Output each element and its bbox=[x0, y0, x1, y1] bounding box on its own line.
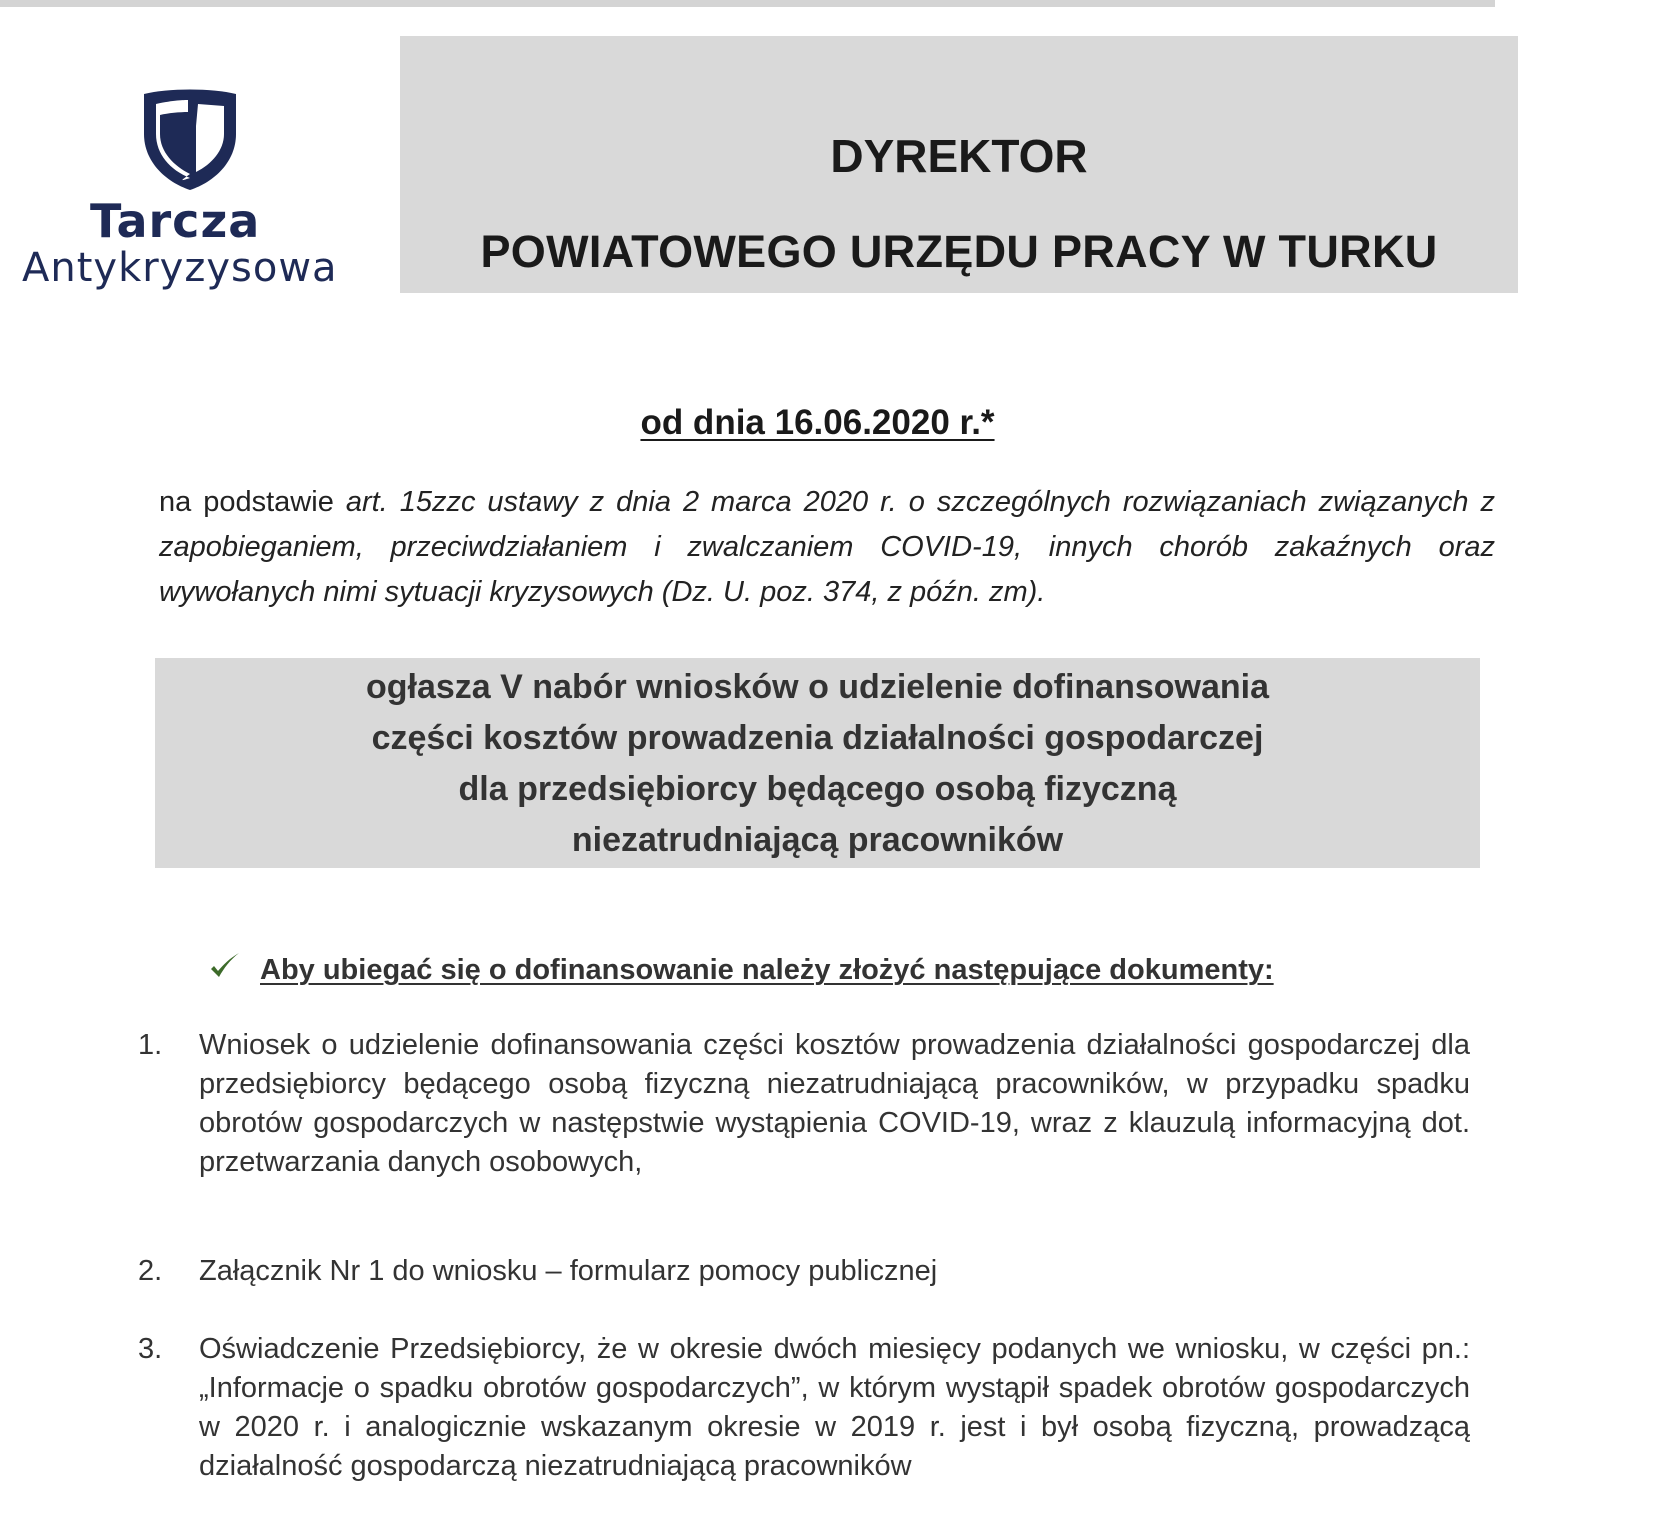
list-item-number: 1. bbox=[138, 1029, 163, 1061]
documents-heading bbox=[208, 950, 1508, 994]
header-box bbox=[400, 36, 1518, 293]
announcement-line: części kosztów prowadzenia działalności gospodarczej bbox=[371, 719, 1264, 757]
announcement-line: niezatrudniającą pracowników bbox=[571, 821, 1064, 859]
effective-date bbox=[0, 405, 1635, 440]
list-item-text: Załącznik Nr 1 do wniosku – formularz pomocy publicznej bbox=[199, 1255, 938, 1287]
legal-basis bbox=[159, 480, 1495, 615]
list-item-number: 3. bbox=[138, 1333, 163, 1365]
announcement-line: dla przedsiębiorcy będącego osobą fizyczną bbox=[458, 770, 1177, 808]
header-title: DYREKTOR bbox=[830, 130, 1088, 182]
announcement-box bbox=[155, 658, 1480, 868]
list-item-number: 2. bbox=[138, 1255, 163, 1287]
list-item-text: Wniosek o udzielenie dofinansowania części kosztów prowadzenia działalności gospodarczej dla przedsiębiorcy będącego osobą fizyczną niezatrudniającą pracowników, w przypadku spadku obrotów gospodarczych w następstwie wystąpienia COVID-19, wraz z klauzulą informacyjną dot. przetwarzania danych osobowych, bbox=[199, 1029, 1470, 1178]
top-divider bbox=[0, 0, 1495, 7]
legal-basis-lead: na podstawie bbox=[159, 486, 334, 518]
shield-icon bbox=[138, 86, 242, 192]
logo bbox=[22, 86, 367, 301]
logo-text-antykryzysowa: Antykryzysowa bbox=[22, 245, 338, 291]
header-subtitle: POWIATOWEGO URZĘDU PRACY W TURKU bbox=[480, 226, 1438, 277]
check-icon bbox=[208, 950, 242, 984]
list-item-text: Oświadczenie Przedsiębiorcy, że w okresie dwóch miesięcy podanych we wniosku, w części pn.: „Informacje o spadku obrotów gospodarczych”, w którym wystąpił spadek obrotów gospodarczych w 2020 r. i analogicznie wskazanym okresie w 2019 r. jest i był osobą fizyczną, prowadzącą działalność gospodarczą niezatrudniającą pracowników bbox=[199, 1333, 1470, 1482]
logo-text-tarcza: Tarcza bbox=[90, 194, 261, 248]
legal-basis-citation: art. 15zzc ustawy z dnia 2 marca 2020 r. o szczególnych rozwiązaniach związanych z zapobieganiem, przeciwdziałaniem i zwalczaniem COVID-19, innych chorób zakaźnych oraz wywołanych nimi sytuacji kryzysowych (Dz. U. poz. 374, z późn. zm). bbox=[159, 486, 1495, 608]
announcement-line: ogłasza V nabór wniosków o udzielenie dofinansowania bbox=[365, 668, 1270, 706]
documents-heading-text: Aby ubiegać się o dofinansowanie należy złożyć następujące dokumenty: bbox=[260, 954, 1274, 986]
effective-date-text: od dnia 16.06.2020 r.* bbox=[640, 403, 995, 442]
